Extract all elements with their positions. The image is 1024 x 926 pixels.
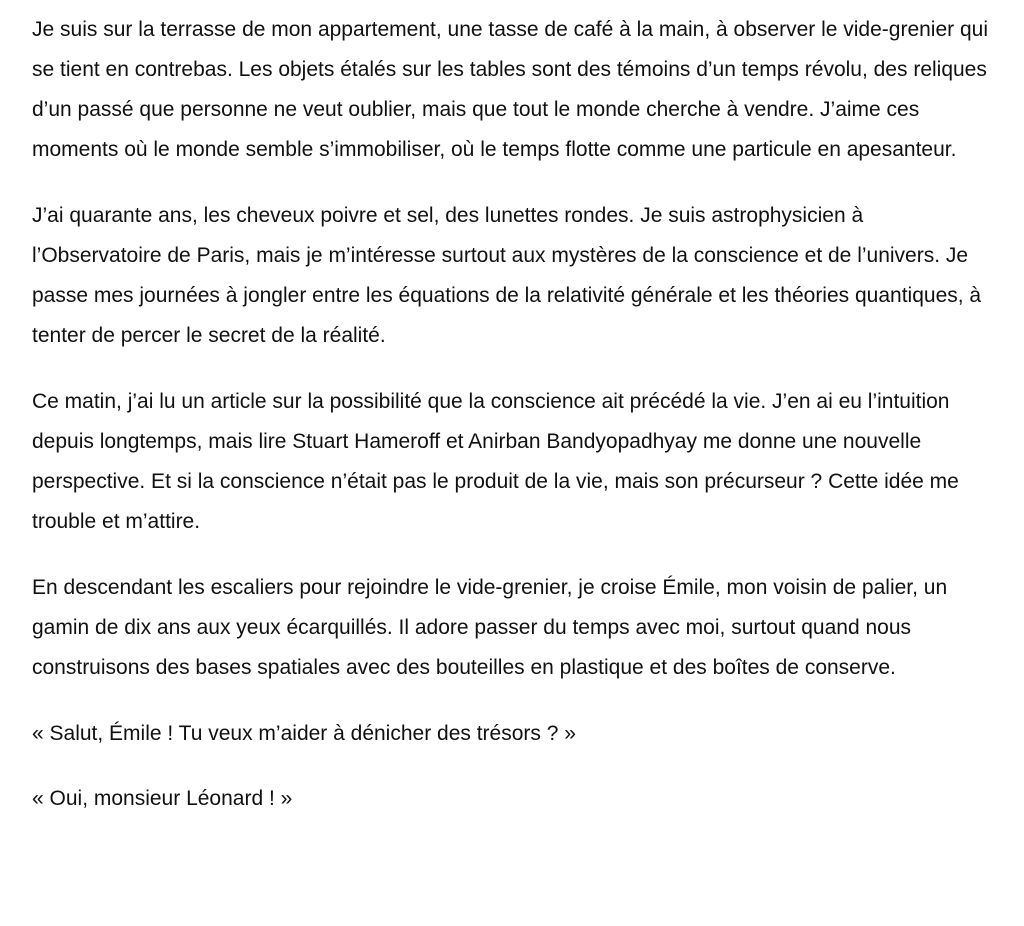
paragraph-terrace: Je suis sur la terrasse de mon appartement, une tasse de café à la main, à observer le vide-grenier qui se tient en contrebas. Les objets étalés sur les tables sont des témoins d’un temps révolu, des reliques d’un passé que personne ne veut oublier, mais que tout le monde cherche à vendre. J’aime ces moments où le monde semble s’immobiliser, où le temps flotte comme une particule en apesanteur.	[32, 18, 989, 161]
dialogue-line-reply: « Oui, monsieur Léonard ! »	[32, 787, 293, 810]
paragraph-narrator-intro: J’ai quarante ans, les cheveux poivre et sel, des lunettes rondes. Je suis astrophysicien à l’Observatoire de Paris, mais je m’intéresse surtout aux mystères de la conscience et de l’univers. Je passe mes journées à jongler entre les équations de la relativité générale et les théories quantiques, à tenter de percer le secret de la réalité.	[32, 204, 982, 347]
paragraph-consciousness: Ce matin, j’ai lu un article sur la possibilité que la conscience ait précédé la vie. J’en ai eu l’intuition depuis longtemps, mais lire Stuart Hameroff et Anirban Bandyopadhyay me donne une nouvelle perspective. Et si la conscience n’était pas le produit de la vie, mais son précurseur ? Cette idée me trouble et m’attire.	[32, 390, 959, 533]
dialogue-line-greeting: « Salut, Émile ! Tu veux m’aider à dénicher des trésors ? »	[32, 722, 576, 745]
article-body	[32, 10, 998, 844]
paragraph-emile: En descendant les escaliers pour rejoindre le vide-grenier, je croise Émile, mon voisin de palier, un gamin de dix ans aux yeux écarquillés. Il adore passer du temps avec moi, surtout quand nous construisons des bases spatiales avec des bouteilles en plastique et des boîtes de conserve.	[32, 576, 948, 679]
